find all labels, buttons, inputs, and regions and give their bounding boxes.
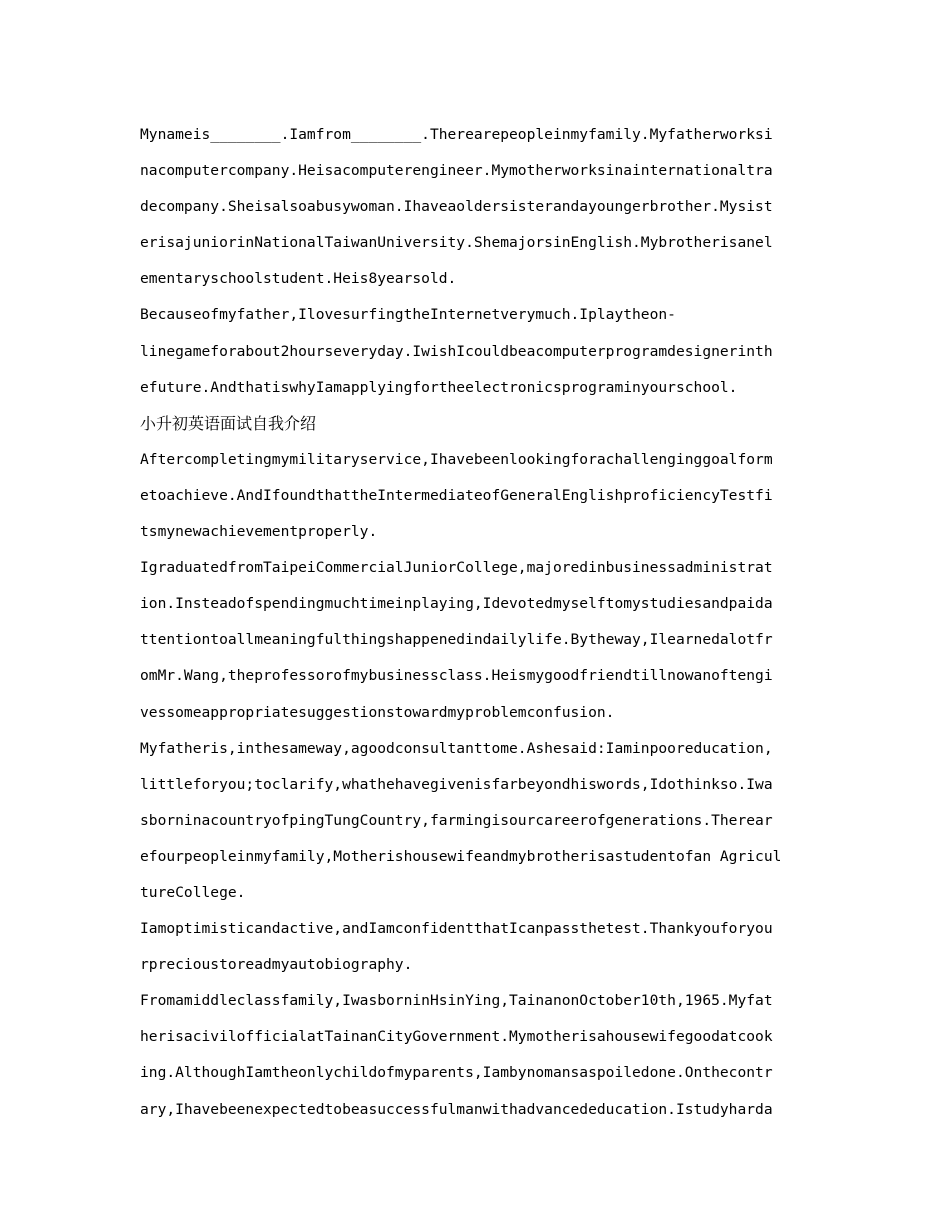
text-line: rprecioustoreadmyautobiography. [140, 956, 413, 974]
text-line: vessomeappropriatesuggestionstowardmyproblemconfusion. [140, 703, 615, 721]
text-line: efourpeopleinmyfamily,Motherishousewifeandmybrotherisastudentofan Agricul [140, 847, 782, 865]
document-body [140, 117, 812, 1128]
text-line: tsmynewachievementproperly. [140, 523, 378, 541]
text-line: nacomputercompany.Heisacomputerengineer.Mymotherworksinainternationaltra [140, 162, 773, 180]
text-line: Mynameis________.Iamfrom________.Therearepeopleinmyfamily.Myfatherworksi [140, 126, 773, 143]
text-line: etoachieve.AndIfoundthattheIntermediateofGeneralEnglishproficiencyTestfi [140, 486, 773, 504]
text-line: Iamoptimisticandactive,andIamconfidentthatIcanpassthetest.Thankyouforyou [140, 920, 773, 938]
text-line: tureCollege. [140, 883, 246, 901]
text-line: ion.Insteadofspendingmuchtimeinplaying,Idevotedmyselftomystudiesandpaida [140, 595, 773, 613]
text-line: herisacivilofficialatTainanCityGovernment.Mymotherisahousewifegoodatcook [140, 1028, 773, 1046]
text-line: ary,Ihavebeenexpectedtobeasuccessfulmanwithadvancededucation.Istudyharda [140, 1100, 773, 1118]
text-line: Becauseofmyfather,IlovesurfingtheInternetverymuch.Iplaytheon- [140, 306, 676, 324]
text-line: sborninacountryofpingTungCountry,farmingisourcareerofgenerations.Therear [140, 811, 773, 829]
text-line: Fromamiddleclassfamily,IwasborninHsinYing,TainanonOctober10th,1965.Myfat [140, 992, 773, 1010]
text-line: ementaryschoolstudent.Heis8yearsold. [140, 270, 457, 288]
text-line: efuture.AndthatiswhyIamapplyingfortheelectronicsprograminyourschool. [140, 378, 738, 396]
text-line: ttentiontoallmeaningfulthingshappenedindailylife.Bytheway,Ilearnedalotfr [140, 631, 773, 649]
text-line: erisajuniorinNationalTaiwanUniversity.ShemajorsinEnglish.Mybrotherisanel [140, 234, 773, 252]
text-line: Aftercompletingmymilitaryservice,Ihavebeenlookingforachallenginggoalform [140, 450, 773, 468]
text-line: decompany.Sheisalsoabusywoman.Ihaveaoldersisterandayoungerbrother.Mysist [140, 198, 773, 216]
text-line: Myfatheris,inthesameway,agoodconsultanttome.Ashesaid:Iaminpooreducation, [140, 739, 773, 757]
text-line: omMr.Wang,theprofessorofmybusinessclass.Heismygoodfriendtillnowanoftengi [140, 667, 773, 685]
text-line: littleforyou;toclarify,whathehavegivenisfarbeyondhiswords,Idothinkso.Iwa [140, 775, 773, 793]
section-heading: 小升初英语面试自我介绍 [140, 413, 317, 433]
text-line: ing.AlthoughIamtheonlychildofmyparents,Iambynomansaspoiledone.Onthecontr [140, 1064, 773, 1082]
text-line: IgraduatedfromTaipeiCommercialJuniorCollege,majoredinbusinessadministrat [140, 559, 773, 577]
text-line: linegameforabout2hourseveryday.IwishIcouldbeacomputerprogramdesignerinth [140, 342, 773, 360]
